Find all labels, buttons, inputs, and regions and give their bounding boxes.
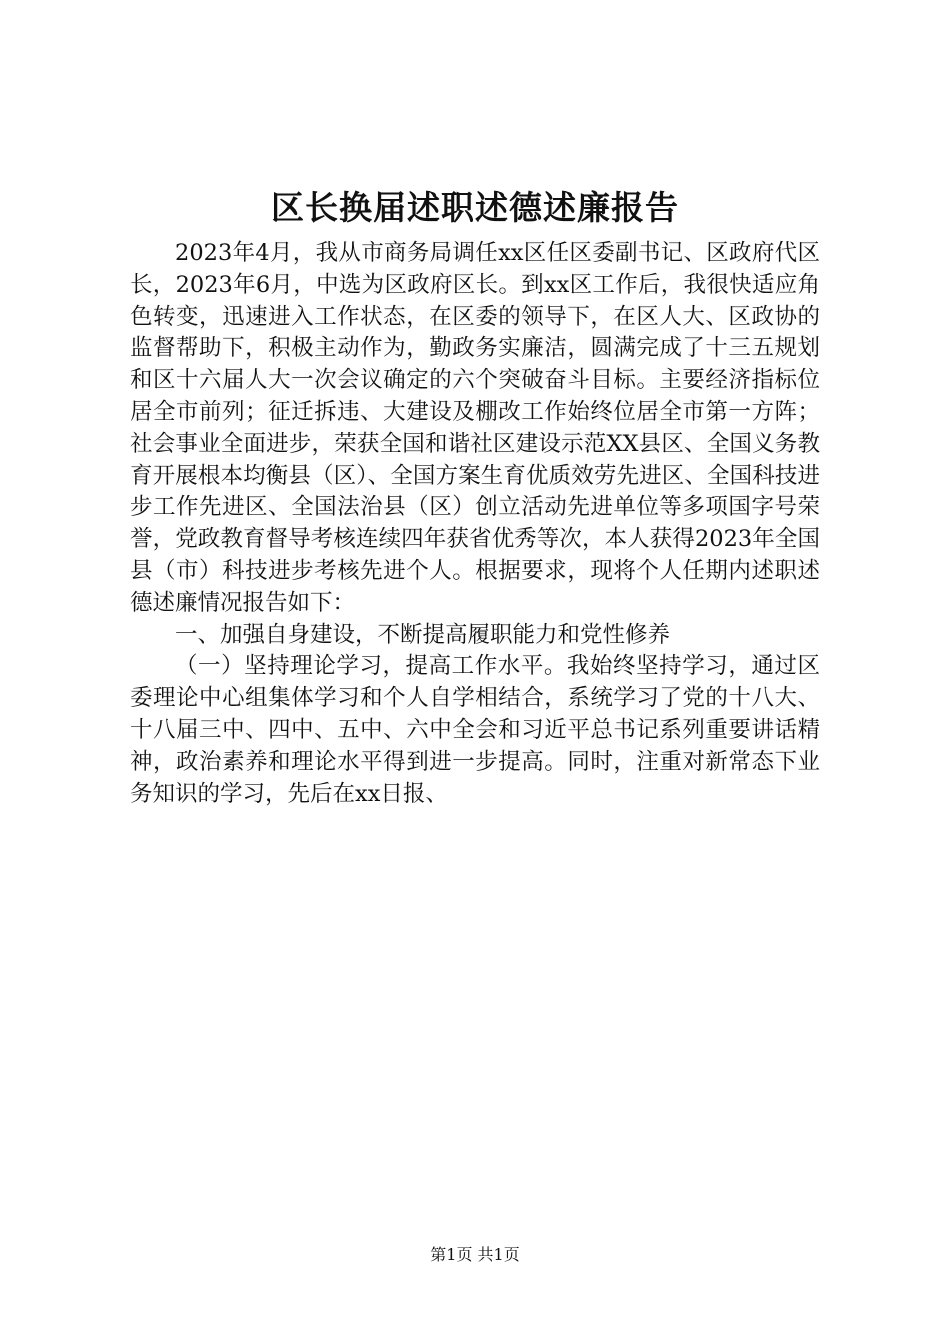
document-body xyxy=(130,238,820,810)
paragraph-intro: 2023年4月，我从市商务局调任xx区任区委副书记、区政府代区长，2023年6月，中选为区政府区长。到xx区工作后，我很快适应角色转变，迅速进入工作状态，在区委的领导下，在区人大、区政协的监督帮助下，积极主动作为，勤政务实廉洁，圆满完成了十三五规划和区十六届人大一次会议确定的六个突破奋斗目标。主要经济指标位居全市前列；征迁拆违、大建设及棚改工作始终位居全市第一方阵；社会事业全面进步，荣获全国和谐社区建设示范XX县区、全国义务教育开展根本均衡县（区）、全国方案生育优质效劳先进区、全国科技进步工作先进区、全国法治县（区）创立活动先进单位等多项国字号荣誉，党政教育督导考核连续四年获省优秀等次，本人获得2023年全国县（市）科技进步考核先进个人。根据要求，现将个人任期内述职述德述廉情况报告如下： xyxy=(130,240,820,616)
paragraph-study: （一）坚持理论学习，提高工作水平。我始终坚持学习，通过区委理论中心组集体学习和个人自学相结合，系统学习了党的十八大、十八届三中、四中、五中、六中全会和习近平总书记系列重要讲话精神，政治素养和理论水平得到进一步提高。同时，注重对新常态下业务知识的学习，先后在xx日报、 xyxy=(130,653,820,807)
section-heading: 一、加强自身建设，不断提高履职能力和党性修养 xyxy=(175,621,671,648)
page-number-footer: 第1页 共1页 xyxy=(430,1245,520,1264)
document-title: 区长换届述职述德述廉报告 xyxy=(271,188,679,227)
